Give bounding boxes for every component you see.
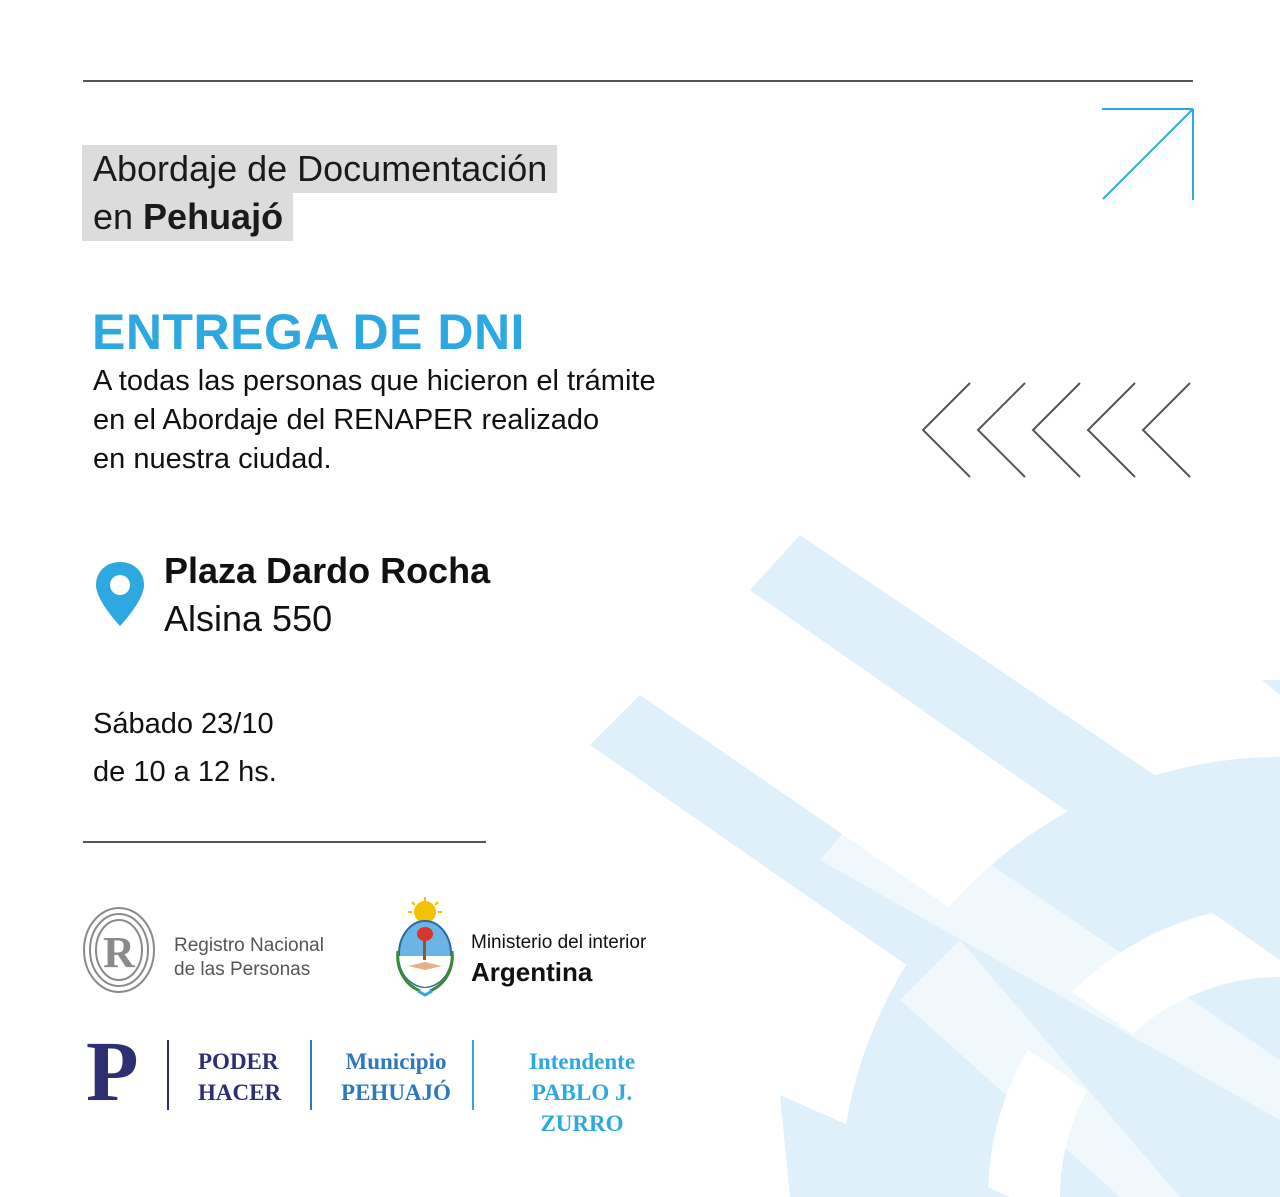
divider-bar [310, 1040, 312, 1110]
description [93, 362, 773, 479]
svg-text:R: R [103, 928, 135, 977]
divider-bar [472, 1040, 474, 1110]
chevrons-left-icon [918, 380, 1198, 484]
schedule [93, 700, 277, 796]
arrow-up-right-icon [1098, 104, 1198, 204]
description-line: en el Abordaje del RENAPER realizado [93, 404, 600, 436]
description-line: en nuestra ciudad. [93, 443, 332, 475]
bottom-divider [83, 841, 486, 843]
title-tag-line2: en Pehuajó [82, 193, 293, 241]
place-address: Alsina 550 [164, 598, 333, 639]
poder-hacer-p-logo: P [86, 1023, 139, 1119]
map-pin-icon [93, 560, 147, 632]
intendente-text: Intendente PABLO J. ZURRO [528, 1049, 636, 1136]
renaper-text: Registro Nacional de las Personas [174, 935, 324, 980]
place-name: Plaza Dardo Rocha [164, 550, 491, 591]
schedule-date: Sábado 23/10 [93, 708, 274, 740]
municipio-text: Municipio PEHUAJÓ [341, 1049, 451, 1105]
ministerio-line1: Ministerio del interior [471, 932, 647, 953]
ministerio-line2: Argentina [471, 957, 593, 987]
divider-bar [167, 1040, 169, 1110]
schedule-time: de 10 a 12 hs. [93, 756, 277, 788]
description-line: A todas las personas que hicieron el trámite [93, 365, 656, 397]
city-name: Pehuajó [143, 196, 284, 237]
headline: ENTREGA DE DNI [92, 304, 525, 360]
renaper-r-seal-icon [82, 905, 158, 995]
argentina-coat-of-arms-icon [390, 896, 460, 998]
title-tag-line1: Abordaje de Documentación [82, 145, 557, 193]
top-divider [83, 80, 1193, 82]
poder-hacer-text: PODER HACER [198, 1049, 282, 1105]
